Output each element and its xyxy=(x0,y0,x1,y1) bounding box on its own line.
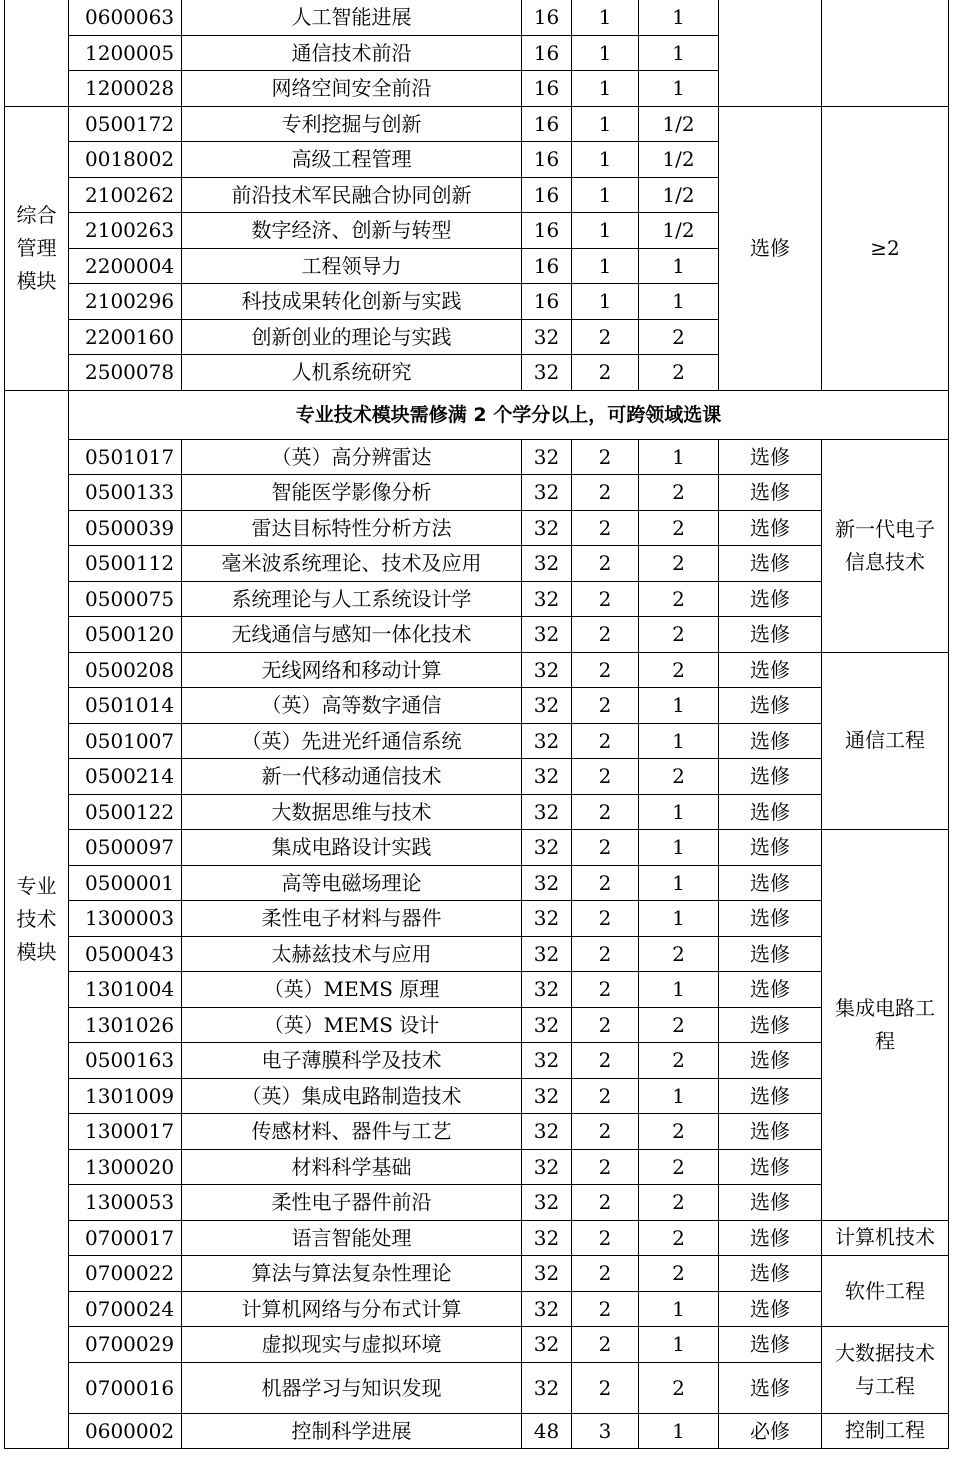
course-name: （英）MEMS 设计 xyxy=(182,1007,522,1043)
course-hours: 16 xyxy=(522,248,572,284)
course-credits: 2 xyxy=(572,1220,639,1256)
course-code: 0500133 xyxy=(69,475,182,511)
course-name: 机器学习与知识发现 xyxy=(182,1362,522,1413)
course-credits: 2 xyxy=(572,723,639,759)
course-name: 创新创业的理论与实践 xyxy=(182,319,522,355)
course-name: 前沿技术军民融合协同创新 xyxy=(182,177,522,213)
course-name: 网络空间安全前沿 xyxy=(182,71,522,107)
course-semester: 2 xyxy=(639,1185,719,1221)
course-name: 数字经济、创新与转型 xyxy=(182,213,522,249)
course-type: 必修 xyxy=(719,1413,822,1449)
course-semester: 1 xyxy=(639,71,719,107)
course-hours: 32 xyxy=(522,581,572,617)
table-row xyxy=(5,901,949,937)
course-semester: 2 xyxy=(639,652,719,688)
course-hours: 16 xyxy=(522,106,572,142)
type-cell-continued xyxy=(719,0,822,106)
course-credits: 1 xyxy=(572,0,639,35)
table-row xyxy=(5,1185,949,1221)
course-semester: 1 xyxy=(639,284,719,320)
table-row xyxy=(5,1114,949,1150)
course-credits: 1 xyxy=(572,248,639,284)
module-label-management: 综合管理模块 xyxy=(5,106,69,390)
course-credits: 2 xyxy=(572,972,639,1008)
course-credits: 2 xyxy=(572,1007,639,1043)
table-row xyxy=(5,759,949,795)
table-row xyxy=(5,0,949,35)
course-semester: 1 xyxy=(639,1413,719,1449)
course-type: 选修 xyxy=(719,475,822,511)
course-code: 2500078 xyxy=(69,355,182,391)
course-name: 新一代移动通信技术 xyxy=(182,759,522,795)
course-name: 毫米波系统理论、技术及应用 xyxy=(182,546,522,582)
course-hours: 32 xyxy=(522,1362,572,1413)
course-code: 0600002 xyxy=(69,1413,182,1449)
course-hours: 32 xyxy=(522,972,572,1008)
table-row xyxy=(5,652,949,688)
course-semester: 2 xyxy=(639,319,719,355)
course-semester: 2 xyxy=(639,581,719,617)
course-hours: 32 xyxy=(522,759,572,795)
course-semester: 1 xyxy=(639,901,719,937)
course-hours: 32 xyxy=(522,1256,572,1292)
module-type: 选修 xyxy=(719,106,822,390)
course-semester: 2 xyxy=(639,1149,719,1185)
course-code: 0700024 xyxy=(69,1291,182,1327)
course-type: 选修 xyxy=(719,1043,822,1079)
course-credits: 1 xyxy=(572,71,639,107)
course-semester: 1 xyxy=(639,1291,719,1327)
course-semester: 1 xyxy=(639,688,719,724)
course-code: 0500039 xyxy=(69,510,182,546)
table-row xyxy=(5,1220,949,1256)
course-semester: 1 xyxy=(639,723,719,759)
course-credits: 2 xyxy=(572,794,639,830)
course-code: 2100296 xyxy=(69,284,182,320)
course-credits: 2 xyxy=(572,1256,639,1292)
course-credits: 2 xyxy=(572,652,639,688)
course-name: 无线通信与感知一体化技术 xyxy=(182,617,522,653)
course-name: 工程领导力 xyxy=(182,248,522,284)
course-code: 1300003 xyxy=(69,901,182,937)
course-type: 选修 xyxy=(719,830,822,866)
course-credits: 2 xyxy=(572,936,639,972)
course-credits: 2 xyxy=(572,319,639,355)
course-code: 0500122 xyxy=(69,794,182,830)
course-name: 柔性电子材料与器件 xyxy=(182,901,522,937)
course-code: 0018002 xyxy=(69,142,182,178)
course-credits: 1 xyxy=(572,213,639,249)
course-code: 1200005 xyxy=(69,35,182,71)
course-code: 2100263 xyxy=(69,213,182,249)
course-semester: 2 xyxy=(639,759,719,795)
course-credits: 2 xyxy=(572,830,639,866)
course-type: 选修 xyxy=(719,1149,822,1185)
table-row xyxy=(5,1149,949,1185)
table-row xyxy=(5,1413,949,1449)
course-name: 大数据思维与技术 xyxy=(182,794,522,830)
course-semester: 2 xyxy=(639,617,719,653)
course-type: 选修 xyxy=(719,1114,822,1150)
table-row xyxy=(5,830,949,866)
course-name: 算法与算法复杂性理论 xyxy=(182,1256,522,1292)
course-hours: 32 xyxy=(522,830,572,866)
course-hours: 32 xyxy=(522,794,572,830)
course-code: 1300017 xyxy=(69,1114,182,1150)
course-hours: 32 xyxy=(522,1149,572,1185)
module-cell-continued xyxy=(5,0,69,106)
course-credits: 2 xyxy=(572,1362,639,1413)
course-hours: 32 xyxy=(522,1114,572,1150)
course-semester: 1 xyxy=(639,972,719,1008)
course-hours: 16 xyxy=(522,177,572,213)
course-credits: 2 xyxy=(572,1291,639,1327)
field-electronic-info: 新一代电子信息技术 xyxy=(822,439,949,652)
course-type: 选修 xyxy=(719,1291,822,1327)
course-credits: 2 xyxy=(572,1043,639,1079)
field-computer: 计算机技术 xyxy=(822,1220,949,1256)
course-name: 虚拟现实与虚拟环境 xyxy=(182,1327,522,1363)
course-semester: 2 xyxy=(639,1043,719,1079)
course-name: 智能医学影像分析 xyxy=(182,475,522,511)
course-credits: 2 xyxy=(572,439,639,475)
course-semester: 1/2 xyxy=(639,106,719,142)
course-semester: 1 xyxy=(639,865,719,901)
course-credits: 2 xyxy=(572,865,639,901)
course-name: 人机系统研究 xyxy=(182,355,522,391)
course-credits: 3 xyxy=(572,1413,639,1449)
course-hours: 32 xyxy=(522,510,572,546)
course-type: 选修 xyxy=(719,1185,822,1221)
course-hours: 32 xyxy=(522,1220,572,1256)
table-row xyxy=(5,510,949,546)
course-hours: 32 xyxy=(522,475,572,511)
course-hours: 32 xyxy=(522,617,572,653)
course-code: 0500163 xyxy=(69,1043,182,1079)
course-type: 选修 xyxy=(719,901,822,937)
course-code: 0700029 xyxy=(69,1327,182,1363)
course-code: 0700017 xyxy=(69,1220,182,1256)
course-code: 0600063 xyxy=(69,0,182,35)
course-semester: 1 xyxy=(639,439,719,475)
course-semester: 1/2 xyxy=(639,142,719,178)
course-hours: 32 xyxy=(522,1078,572,1114)
course-hours: 32 xyxy=(522,355,572,391)
course-credits: 1 xyxy=(572,106,639,142)
course-semester: 2 xyxy=(639,546,719,582)
course-hours: 32 xyxy=(522,319,572,355)
course-credits: 1 xyxy=(572,177,639,213)
course-hours: 32 xyxy=(522,723,572,759)
field-software: 软件工程 xyxy=(822,1256,949,1327)
course-name: 控制科学进展 xyxy=(182,1413,522,1449)
course-type: 选修 xyxy=(719,936,822,972)
course-name: 计算机网络与分布式计算 xyxy=(182,1291,522,1327)
course-name: 无线网络和移动计算 xyxy=(182,652,522,688)
table-row xyxy=(5,1327,949,1363)
table-row xyxy=(5,1362,949,1413)
course-semester: 1 xyxy=(639,794,719,830)
table-row xyxy=(5,723,949,759)
course-name: 材料科学基础 xyxy=(182,1149,522,1185)
module-label-professional: 专业技术模块 xyxy=(5,390,69,1449)
course-hours: 16 xyxy=(522,71,572,107)
course-name: （英）高分辨雷达 xyxy=(182,439,522,475)
table-row xyxy=(5,1256,949,1292)
course-semester: 2 xyxy=(639,936,719,972)
table-row xyxy=(5,475,949,511)
course-name: 科技成果转化创新与实践 xyxy=(182,284,522,320)
course-type: 选修 xyxy=(719,972,822,1008)
course-semester: 1/2 xyxy=(639,213,719,249)
course-name: 高等电磁场理论 xyxy=(182,865,522,901)
course-name: 高级工程管理 xyxy=(182,142,522,178)
field-bigdata: 大数据技术与工程 xyxy=(822,1327,949,1414)
course-hours: 32 xyxy=(522,652,572,688)
table-row xyxy=(5,688,949,724)
module-note: 专业技术模块需修满 2 个学分以上，可跨领域选课 xyxy=(69,390,949,439)
course-code: 0700016 xyxy=(69,1362,182,1413)
course-semester: 2 xyxy=(639,355,719,391)
module-min-credits: ≥2 xyxy=(822,106,949,390)
course-code: 0500097 xyxy=(69,830,182,866)
course-code: 2200160 xyxy=(69,319,182,355)
course-type: 选修 xyxy=(719,439,822,475)
course-code: 1200028 xyxy=(69,71,182,107)
field-ic: 集成电路工程 xyxy=(822,830,949,1221)
course-hours: 32 xyxy=(522,1327,572,1363)
course-type: 选修 xyxy=(719,1220,822,1256)
course-code: 1301026 xyxy=(69,1007,182,1043)
course-code: 0500172 xyxy=(69,106,182,142)
course-type: 选修 xyxy=(719,1256,822,1292)
course-semester: 2 xyxy=(639,1114,719,1150)
course-semester: 1 xyxy=(639,248,719,284)
course-hours: 16 xyxy=(522,284,572,320)
course-hours: 32 xyxy=(522,1007,572,1043)
table-row xyxy=(5,1291,949,1327)
course-hours: 32 xyxy=(522,865,572,901)
table-row xyxy=(5,936,949,972)
course-name: 人工智能进展 xyxy=(182,0,522,35)
course-hours: 16 xyxy=(522,213,572,249)
course-type: 选修 xyxy=(719,1007,822,1043)
course-semester: 2 xyxy=(639,475,719,511)
course-type: 选修 xyxy=(719,723,822,759)
course-code: 0500208 xyxy=(69,652,182,688)
table-row xyxy=(5,439,949,475)
course-code: 0500075 xyxy=(69,581,182,617)
course-code: 0501017 xyxy=(69,439,182,475)
table-row xyxy=(5,865,949,901)
course-credits: 2 xyxy=(572,1327,639,1363)
course-credits: 2 xyxy=(572,581,639,617)
course-type: 选修 xyxy=(719,510,822,546)
course-code: 0501014 xyxy=(69,688,182,724)
course-credits: 2 xyxy=(572,546,639,582)
course-type: 选修 xyxy=(719,581,822,617)
course-credits: 1 xyxy=(572,142,639,178)
course-name: （英）MEMS 原理 xyxy=(182,972,522,1008)
course-semester: 1 xyxy=(639,35,719,71)
field-communication: 通信工程 xyxy=(822,652,949,830)
table-row xyxy=(5,581,949,617)
course-code: 0500214 xyxy=(69,759,182,795)
course-hours: 16 xyxy=(522,0,572,35)
course-type: 选修 xyxy=(719,688,822,724)
course-name: 柔性电子器件前沿 xyxy=(182,1185,522,1221)
course-code: 2200004 xyxy=(69,248,182,284)
table-row xyxy=(5,617,949,653)
course-hours: 32 xyxy=(522,546,572,582)
course-type: 选修 xyxy=(719,759,822,795)
course-code: 1300053 xyxy=(69,1185,182,1221)
course-semester: 2 xyxy=(639,1220,719,1256)
course-name: 雷达目标特性分析方法 xyxy=(182,510,522,546)
remark-cell-continued xyxy=(822,0,949,106)
course-semester: 1 xyxy=(639,830,719,866)
course-hours: 32 xyxy=(522,1043,572,1079)
course-hours: 32 xyxy=(522,688,572,724)
course-type: 选修 xyxy=(719,794,822,830)
course-name: 通信技术前沿 xyxy=(182,35,522,71)
course-hours: 48 xyxy=(522,1413,572,1449)
course-name: 电子薄膜科学及技术 xyxy=(182,1043,522,1079)
course-name: （英）集成电路制造技术 xyxy=(182,1078,522,1114)
course-code: 0500043 xyxy=(69,936,182,972)
course-semester: 2 xyxy=(639,1362,719,1413)
course-credits: 2 xyxy=(572,759,639,795)
course-semester: 1 xyxy=(639,1078,719,1114)
course-name: 集成电路设计实践 xyxy=(182,830,522,866)
course-hours: 16 xyxy=(522,35,572,71)
course-credits: 1 xyxy=(572,35,639,71)
course-name: （英）先进光纤通信系统 xyxy=(182,723,522,759)
course-code: 1300020 xyxy=(69,1149,182,1185)
course-credits: 2 xyxy=(572,1078,639,1114)
course-type: 选修 xyxy=(719,652,822,688)
course-code: 1301004 xyxy=(69,972,182,1008)
course-hours: 32 xyxy=(522,1185,572,1221)
course-code: 1301009 xyxy=(69,1078,182,1114)
table-row xyxy=(5,972,949,1008)
course-credits: 1 xyxy=(572,284,639,320)
course-credits: 2 xyxy=(572,617,639,653)
course-credits: 2 xyxy=(572,901,639,937)
course-hours: 16 xyxy=(522,142,572,178)
course-semester: 2 xyxy=(639,1007,719,1043)
table-row xyxy=(5,794,949,830)
course-credits: 2 xyxy=(572,1114,639,1150)
course-name: 传感材料、器件与工艺 xyxy=(182,1114,522,1150)
course-semester: 2 xyxy=(639,510,719,546)
course-type: 选修 xyxy=(719,546,822,582)
table-row xyxy=(5,1007,949,1043)
course-hours: 32 xyxy=(522,1291,572,1327)
course-code: 0500112 xyxy=(69,546,182,582)
course-credits: 2 xyxy=(572,1149,639,1185)
course-code: 2100262 xyxy=(69,177,182,213)
course-name: 专利挖掘与创新 xyxy=(182,106,522,142)
course-code: 0700022 xyxy=(69,1256,182,1292)
course-name: 系统理论与人工系统设计学 xyxy=(182,581,522,617)
course-credits: 2 xyxy=(572,355,639,391)
course-type: 选修 xyxy=(719,1362,822,1413)
course-table xyxy=(4,0,949,1449)
table-row xyxy=(5,106,949,142)
table-row xyxy=(5,1078,949,1114)
course-credits: 2 xyxy=(572,1185,639,1221)
course-type: 选修 xyxy=(719,1078,822,1114)
course-code: 0500001 xyxy=(69,865,182,901)
course-semester: 1 xyxy=(639,1327,719,1363)
course-hours: 32 xyxy=(522,901,572,937)
course-name: （英）高等数字通信 xyxy=(182,688,522,724)
course-type: 选修 xyxy=(719,1327,822,1363)
course-semester: 2 xyxy=(639,1256,719,1292)
field-control: 控制工程 xyxy=(822,1413,949,1449)
course-credits: 2 xyxy=(572,688,639,724)
table-row xyxy=(5,390,949,439)
course-code: 0501007 xyxy=(69,723,182,759)
course-hours: 32 xyxy=(522,936,572,972)
course-name: 语言智能处理 xyxy=(182,1220,522,1256)
course-credits: 2 xyxy=(572,510,639,546)
course-code: 0500120 xyxy=(69,617,182,653)
course-semester: 1 xyxy=(639,0,719,35)
course-type: 选修 xyxy=(719,865,822,901)
table-row xyxy=(5,1043,949,1079)
course-semester: 1/2 xyxy=(639,177,719,213)
course-hours: 32 xyxy=(522,439,572,475)
course-name: 太赫兹技术与应用 xyxy=(182,936,522,972)
course-type: 选修 xyxy=(719,617,822,653)
table-row xyxy=(5,546,949,582)
course-credits: 2 xyxy=(572,475,639,511)
